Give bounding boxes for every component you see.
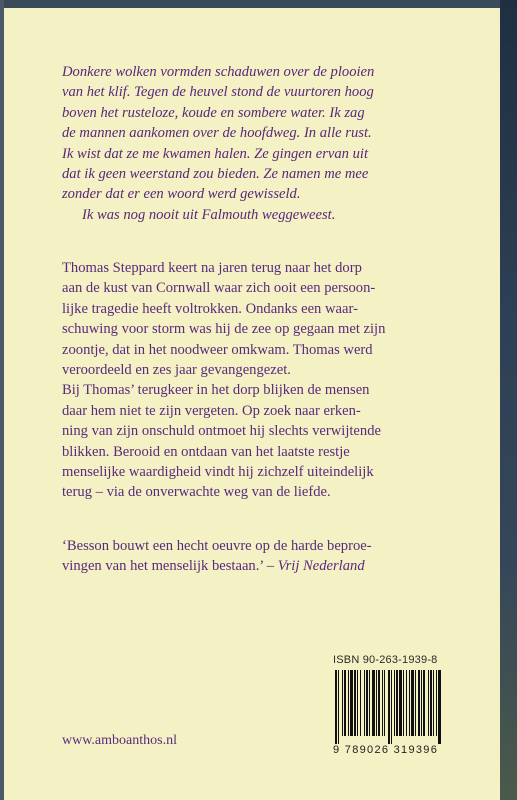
barcode-bar — [335, 670, 337, 744]
blurb-line: schuwing voor storm was hij de zee op gegaan met zijn — [62, 321, 386, 338]
press-review — [62, 536, 482, 577]
barcode-bar — [378, 670, 380, 736]
barcode-bar — [406, 670, 407, 736]
barcode-bar — [423, 670, 425, 736]
barcode-bar — [344, 670, 346, 736]
isbn-label: ISBN 90-263-1939-8 — [333, 654, 438, 666]
barcode-bar — [342, 670, 343, 736]
barcode-bar — [415, 670, 416, 736]
barcode-bar — [396, 670, 398, 736]
quote-line: dat ik geen weerstand zou bieden. Ze namen me mee — [62, 166, 369, 183]
quote-line: Ik wist dat ze me kwamen halen. Ze gingen ervan uit — [62, 145, 369, 162]
barcode-bar — [350, 670, 353, 736]
blurb-line: Thomas Steppard keert na jaren terug naar het dorp — [62, 260, 362, 276]
barcode-bar — [366, 670, 368, 736]
blurb-line: blikken. Berooid en ontdaan van het laatste restje — [62, 443, 350, 460]
barcode-bar — [384, 670, 385, 736]
barcode-bar — [348, 670, 349, 736]
barcode-bar — [418, 670, 420, 736]
barcode-bar — [369, 670, 370, 736]
blurb-line: daar hem niet te zijn vergeten. Op zoek naar erken- — [62, 402, 361, 419]
blurb-line: menselijke waardigheid vindt hij zichzelf uiteindelijk — [62, 464, 374, 481]
barcode-bar — [372, 670, 375, 736]
barcode-bar — [411, 670, 414, 736]
opening-quote — [62, 62, 482, 225]
barcode-bar — [399, 670, 402, 736]
barcode-bar — [376, 670, 377, 736]
barcode-bar — [409, 670, 410, 736]
barcode-bar — [428, 670, 429, 736]
barcode-bar — [354, 670, 356, 736]
barcode-bars — [333, 670, 479, 744]
book-right-edge — [500, 0, 517, 800]
blurb-line: terug – via de onverwachte weg van de liefde. — [62, 484, 331, 501]
blurb-line: ning van zijn onschuld ontmoet hij slechts verwijtende — [62, 423, 381, 440]
quote-line: Ik was nog nooit uit Falmouth weggeweest. — [82, 206, 336, 223]
blurb-line: veroordeeld en zes jaar gevangengezet. — [62, 362, 291, 379]
barcode-bar — [364, 670, 365, 736]
quote-line: boven het rusteloze, koude en sombere water. Ik zag — [62, 104, 365, 121]
publisher-website: www.amboanthos.nl — [62, 733, 177, 748]
blurb-line: aan de kust van Cornwall waar zich ooit een persoon- — [62, 280, 376, 297]
quote-line: de mannen aankomen over de hoofdweg. In alle rust. — [62, 125, 372, 142]
barcode-bar — [421, 670, 422, 736]
barcode — [333, 670, 479, 744]
barcode-digits: 9 789026 319396 — [333, 744, 439, 756]
quote-line: zonder dat er een woord werd gewisseld. — [62, 186, 301, 203]
quote-line: Donkere wolken vormden schaduwen over de plooien — [62, 64, 375, 80]
blurb-line: Bij Thomas’ terugkeer in het dorp blijken de mensen — [62, 382, 370, 399]
barcode-bar — [436, 670, 437, 736]
barcode-bar — [382, 670, 383, 736]
barcode-bar — [391, 670, 392, 744]
review-text: vingen van het menselijk bestaan.’ – — [62, 558, 278, 575]
barcode-bar — [433, 670, 434, 736]
barcode-bar — [430, 670, 432, 736]
barcode-bar — [338, 670, 339, 744]
quote-line: van het klif. Tegen de heuvel stond de vuurtoren hoog — [62, 84, 374, 101]
barcode-bar — [357, 670, 358, 736]
review-source: Vrij Nederland — [277, 558, 365, 575]
barcode-bar — [394, 670, 395, 736]
barcode-bar — [360, 670, 361, 736]
book-top-edge — [0, 0, 517, 8]
blurb-line: zoontje, dat in het noodweer omkwam. Thomas werd — [62, 341, 373, 358]
review-line: ‘Besson bouwt een hecht oeuvre op de harde beproe- — [62, 538, 372, 554]
book-blurb — [62, 258, 482, 503]
barcode-bar — [438, 670, 441, 744]
barcode-bar — [388, 670, 390, 744]
barcode-bar — [403, 670, 404, 736]
review-line — [62, 556, 482, 576]
blurb-line: lijke tragedie heeft voltrokken. Ondanks een waar- — [62, 300, 358, 317]
